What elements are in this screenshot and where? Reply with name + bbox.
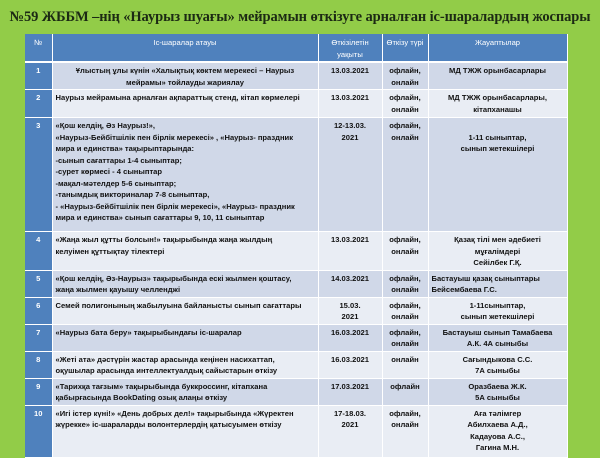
cell-event-name-line: келуімен құттықтау тілектері: [55, 246, 165, 256]
header-number: №: [25, 34, 52, 62]
cell-number: 6: [25, 297, 52, 324]
cell-responsible-line: 7А сыныбы: [475, 366, 520, 375]
cell-responsible-line: МД ТЖЖ орынбасарлары,: [447, 93, 548, 102]
cell-format-line: офлайн,: [389, 327, 421, 337]
cell-date-line: 14.03.2021: [330, 273, 369, 283]
cell-number: 4: [25, 232, 52, 271]
cell-responsible: [428, 90, 567, 118]
cell-format: [382, 270, 428, 297]
cell-event-name-line: жаңа жылмен қауышу челленджі: [55, 285, 181, 294]
table-body: [25, 62, 567, 457]
table-row: [25, 297, 567, 324]
cell-format: [382, 62, 428, 90]
cell-responsible: [428, 324, 567, 351]
cell-date: [318, 378, 382, 405]
table-row: [25, 324, 567, 351]
cell-responsible: [428, 270, 567, 297]
cell-number: 3: [25, 118, 52, 232]
cell-date: [318, 297, 382, 324]
cell-format-line: офлайн,: [389, 408, 421, 418]
table-row: [25, 270, 567, 297]
cell-event-name-line: -сурет көрмесі - 4 сыныптар: [55, 167, 163, 176]
cell-event-name-line: Ұлыстың ұлы күнін «Халықтық көктем мерекесі – Наурыз: [75, 66, 295, 75]
cell-format: [382, 118, 428, 232]
table-row: [25, 351, 567, 378]
cell-format-line: онлайн: [391, 77, 419, 87]
cell-event-name-line: -танымдық викториналар 7-8 сыныптар,: [55, 190, 210, 199]
cell-event-name-line: «Жаңа жыл құтты болсын!» тақырыбында жаңа жылдың: [55, 235, 273, 244]
cell-responsible-line: Сейілбек Г.Қ.: [473, 258, 522, 267]
cell-event-name-line: «Наурыз-Бейбітшілік пен бірлік мерекесі» , «Наурыз- праздник: [55, 132, 294, 142]
header-format: Өткізу түрі: [382, 34, 428, 62]
cell-event-name-line: мира и единства» сынып сағаттары 9, 10, 11 сыныптар: [55, 213, 265, 222]
cell-format-line: офлайн,: [389, 300, 421, 310]
events-plan-table: [25, 34, 568, 458]
cell-responsible-line: МД ТЖЖ орынбасарлары: [449, 66, 546, 75]
cell-format-line: онлайн: [391, 420, 419, 429]
cell-format-line: офлайн,: [389, 273, 421, 283]
cell-number: 8: [25, 351, 52, 378]
cell-responsible: [428, 232, 567, 271]
cell-date-line: 15.03.: [339, 300, 361, 310]
cell-responsible-line: Қазақ тілі мен әдебиеті: [454, 235, 541, 244]
header-event-name: Іс-шаралар атауы: [52, 34, 318, 62]
cell-event-name: [52, 378, 318, 405]
cell-date-line: 12-13.03.: [333, 121, 367, 130]
cell-responsible-line: 1-11 сыныптар,: [468, 132, 527, 142]
cell-format-line: онлайн: [391, 339, 419, 348]
cell-format: [382, 378, 428, 405]
cell-format-line: онлайн: [391, 104, 419, 114]
cell-responsible-line: Бейсембаева Г.С.: [431, 285, 497, 294]
cell-responsible-line: Абилхаева А.Д.,: [467, 420, 528, 429]
cell-format: [382, 405, 428, 457]
cell-format: [382, 297, 428, 324]
cell-event-name-line: «Жеті ата» дәстүрін жастар арасында кеңінен насихаттап,: [55, 354, 275, 364]
cell-event-name-line: мира и единства» тақырыптарында:: [55, 144, 195, 153]
cell-responsible-line: сынып жетекшілері: [460, 144, 535, 153]
page-title: №59 ЖББМ –нің «Наурыз шуағы» мейрамын өткізуге арналған іс-шаралардың жоспары: [9, 9, 591, 25]
cell-responsible-line: Аға тәлімгер: [473, 408, 522, 418]
cell-responsible-line: Бастауыш сынып Тамабаева: [442, 327, 553, 337]
cell-date: [318, 351, 382, 378]
cell-date: [318, 62, 382, 90]
cell-responsible-line: сынып жетекшілері: [460, 312, 535, 321]
cell-responsible-line: Бастауыш қазақ сыныптары: [431, 273, 540, 283]
cell-event-name-line: «Қош келдің, Әз Наурыз!»,: [55, 121, 156, 130]
cell-format-line: онлайн: [391, 132, 419, 142]
cell-responsible: [428, 118, 567, 232]
table-row: [25, 232, 567, 271]
cell-event-name: [52, 62, 318, 90]
cell-responsible-line: мұғалімдері: [474, 246, 521, 256]
header-responsible: Жауаптылар: [428, 34, 567, 62]
cell-date-line: 17.03.2021: [330, 381, 369, 391]
cell-format: [382, 324, 428, 351]
table-row: [25, 62, 567, 90]
cell-event-name: [52, 297, 318, 324]
cell-format-line: офлайн,: [389, 93, 421, 102]
cell-event-name-line: мейрамы» тойлауды жариялау: [126, 77, 244, 87]
cell-date-line: 16.03.2021: [330, 354, 369, 364]
cell-responsible: [428, 378, 567, 405]
cell-event-name-line: Наурыз мейрамына арналған ақпараттық стенд, кітап көрмелері: [55, 93, 300, 102]
table-row: [25, 118, 567, 232]
cell-event-name: [52, 405, 318, 457]
cell-responsible: [428, 62, 567, 90]
cell-event-name-line: оқушылар арасында интеллектуалдық сайыстарын өткізу: [55, 366, 278, 375]
cell-responsible-line: Оразбаева Ж.К.: [468, 381, 527, 391]
cell-event-name-line: «Тарихқа тағзым» тақырыбында буккроссинг, кітапхана: [55, 381, 268, 391]
cell-format-line: офлайн: [390, 381, 420, 391]
cell-event-name-line: Семей полигонының жабылуына байланысты сынып сағаттары: [55, 300, 302, 310]
cell-number: 2: [25, 90, 52, 118]
cell-event-name-line: -сынып сағаттары 1-4 сыныптар;: [55, 155, 182, 165]
cell-format: [382, 232, 428, 271]
cell-format: [382, 351, 428, 378]
cell-format: [382, 90, 428, 118]
cell-event-name-line: «Игі істер күні!» «День добрых дел!» тақырыбында «Жүректен: [55, 408, 294, 418]
cell-responsible-line: Сағындыкова С.С.: [462, 354, 533, 364]
cell-format-line: офлайн,: [389, 235, 421, 244]
cell-date-line: 13.03.2021: [330, 235, 369, 244]
cell-number: 9: [25, 378, 52, 405]
cell-date: [318, 90, 382, 118]
cell-event-name-line: «Наурыз бата беру» тақырыбындағы іс-шаралар: [55, 327, 242, 337]
cell-responsible-line: Гагина М.Н.: [475, 443, 520, 452]
cell-responsible-line: Кадауова А.С.,: [470, 431, 525, 441]
cell-responsible: [428, 297, 567, 324]
cell-number: 5: [25, 270, 52, 297]
cell-date-line: 2021: [341, 132, 359, 142]
cell-number: 1: [25, 62, 52, 90]
cell-date-line: 2021: [341, 420, 359, 429]
table-row: [25, 405, 567, 457]
cell-event-name: [52, 324, 318, 351]
cell-date-line: 13.03.2021: [330, 66, 369, 75]
cell-date: [318, 405, 382, 457]
cell-event-name: [52, 118, 318, 232]
cell-format-line: онлайн: [391, 246, 419, 256]
cell-date-line: 17-18.03.: [333, 408, 367, 418]
cell-date: [318, 232, 382, 271]
cell-responsible: [428, 351, 567, 378]
cell-date: [318, 270, 382, 297]
cell-event-name-line: «Қош келдің, Әз-Наурыз» тақырыбында ескі жылмен қоштасу,: [55, 273, 292, 283]
table-row: [25, 378, 567, 405]
cell-responsible-line: кітапханашы: [473, 104, 522, 114]
cell-date: [318, 118, 382, 232]
cell-event-name-line: қабырғасында BookDating озық алаңы өткізу: [55, 393, 228, 402]
cell-event-name: [52, 351, 318, 378]
cell-responsible-line: [432, 120, 564, 132]
cell-event-name-line: жүрекке» іс-шараларды волонтерлердің қатысуымен өткізу: [55, 420, 282, 429]
cell-format-line: офлайн,: [389, 121, 421, 130]
cell-event-name: [52, 90, 318, 118]
cell-event-name-line: - «Наурыз-бейбітшілік пен бірлік мерекесі», «Наурыз- праздник: [55, 201, 295, 211]
cell-event-name: [52, 270, 318, 297]
cell-format-line: онлайн: [391, 312, 419, 321]
table-header-row: [25, 34, 567, 62]
cell-responsible-line: 1-11сыныптар,: [469, 300, 526, 310]
cell-number: 7: [25, 324, 52, 351]
cell-format-line: офлайн,: [389, 66, 421, 75]
cell-number: 10: [25, 405, 52, 457]
cell-responsible: [428, 405, 567, 457]
cell-responsible-line: 5А сыныбы: [475, 393, 520, 402]
cell-date-line: 2021: [341, 312, 359, 321]
cell-format-line: онлайн: [391, 354, 419, 364]
cell-date: [318, 324, 382, 351]
cell-date-line: 16.03.2021: [330, 327, 369, 337]
table-row: [25, 90, 567, 118]
cell-event-name-line: -мақал-мәтелдер 5-6 сыныптар;: [55, 178, 177, 188]
cell-date-line: 13.03.2021: [330, 93, 369, 102]
cell-event-name: [52, 232, 318, 271]
cell-responsible-line: А.К. 4А сыныбы: [466, 339, 529, 348]
header-date: Өткізілетін уақыты: [318, 34, 382, 62]
cell-format-line: онлайн: [391, 285, 419, 294]
